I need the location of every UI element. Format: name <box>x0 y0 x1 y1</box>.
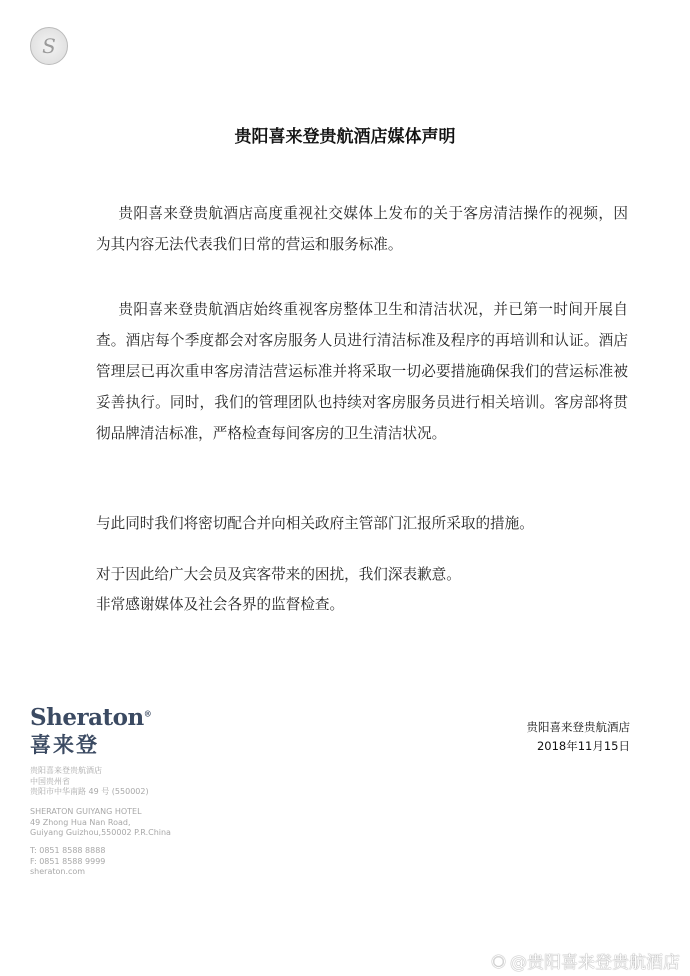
sheraton-logo <box>30 704 151 759</box>
paragraph-1 <box>96 198 628 260</box>
weibo-watermark <box>491 948 680 973</box>
phone: T: 0851 8588 8888 <box>30 846 106 855</box>
address-line: Guiyang Guizhou,550002 P.R.China <box>30 828 171 837</box>
sheraton-seal-icon: S <box>30 27 68 65</box>
logo-en: Sheraton <box>30 704 144 731</box>
contact-info <box>30 846 105 878</box>
signature-date: 2018年11月15日 <box>536 739 630 753</box>
address-line: 贵阳喜来登贵航酒店 <box>30 766 102 775</box>
paragraph-4: 对于因此给广大会员及宾客带来的困扰，我们深表歉意。 <box>96 566 461 583</box>
fax: F: 0851 8588 9999 <box>30 856 106 866</box>
logo-reg: ® <box>143 708 152 719</box>
address-line: 贵阳市中华南路 49 号 (550002) <box>30 787 149 796</box>
paragraph-2 <box>96 294 628 449</box>
logo-cn: 喜来登 <box>30 733 99 757</box>
paragraph-3: 与此同时我们将密切配合并向相关政府主管部门汇报所采取的措施。 <box>96 515 534 532</box>
paragraph-5: 非常感谢媒体及社会各界的监督检查。 <box>96 596 345 613</box>
paragraph-text: 贵阳喜来登贵航酒店始终重视客房整体卫生和清洁状况，并已第一时间开展自查。酒店每个季度都会对客房服务人员进行清洁标准及程序的再培训和认证。酒店管理层已再次重申客房清洁营运标准并将采取一切必要措施确保我们的营运标准被妥善执行。同时，我们的管理团队也持续对客房服务员进行相关培训。客房部将贯彻品牌清洁标准，严格检查每间客房的卫生清洁状况。 <box>96 301 628 442</box>
signature-block <box>527 718 631 756</box>
address-en <box>30 807 171 839</box>
address-line: SHERATON GUIYANG HOTEL <box>30 807 142 816</box>
address-cn <box>30 766 149 798</box>
address-line: 中国贵州省 <box>30 776 70 786</box>
paragraph-text: 贵阳喜来登贵航酒店高度重视社交媒体上发布的关于客房清洁操作的视频，因为其内容无法代表我们日常的营运和服务标准。 <box>96 205 628 253</box>
weibo-icon: ◉ <box>491 950 506 971</box>
watermark-text: @贵阳喜来登贵航酒店 <box>510 953 680 973</box>
website: sheraton.com <box>30 867 86 876</box>
signature-name: 贵阳喜来登贵航酒店 <box>526 720 630 734</box>
document-title: 贵阳喜来登贵航酒店媒体声明 <box>234 127 456 147</box>
address-line: 49 Zhong Hua Nan Road, <box>30 817 131 827</box>
